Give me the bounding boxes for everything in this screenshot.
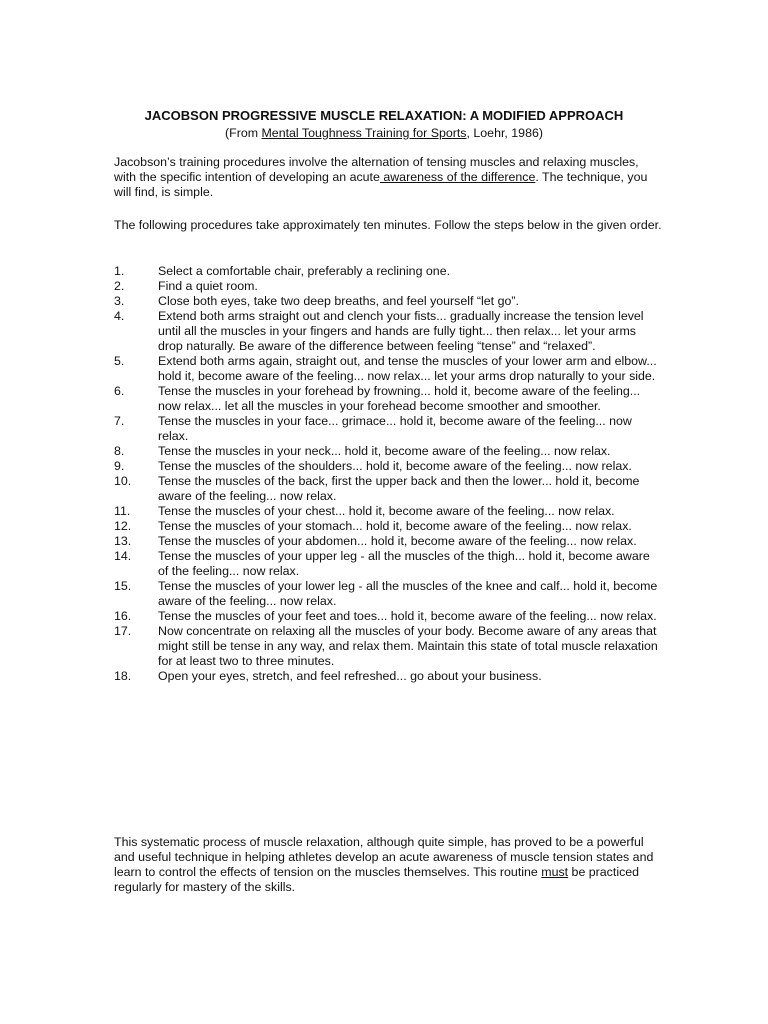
step-item — [114, 609, 662, 624]
step-number: 16. — [114, 609, 132, 623]
document-subtitle — [0, 125, 768, 141]
intro-paragraph — [114, 155, 662, 200]
procedures-intro-paragraph: The following procedures take approximately ten minutes. Follow the steps below in the given order. — [114, 218, 662, 232]
step-number: 6. — [114, 384, 125, 398]
step-text: Tense the muscles in your forehead by frowning... hold it, become aware of the feeling... now relax... let all the muscles in your forehead become smoother and smoother. — [158, 384, 641, 413]
step-item — [114, 534, 662, 549]
step-text: Close both eyes, take two deep breaths, and feel yourself “let go”. — [158, 294, 519, 308]
step-item — [114, 549, 662, 579]
step-text: Tense the muscles in your face... grimace... hold it, become aware of the feeling... now relax. — [158, 414, 632, 443]
step-text: Tense the muscles of your stomach... hold it, become aware of the feeling... now relax. — [158, 519, 632, 533]
step-item — [114, 279, 662, 294]
step-item — [114, 459, 662, 474]
conclusion-text-end: be practiced regularly for mastery of the skills. — [114, 865, 640, 894]
step-item — [114, 519, 662, 534]
step-number: 13. — [114, 534, 132, 548]
intro-emphasis: awareness of the difference — [379, 170, 536, 184]
step-number: 7. — [114, 414, 125, 428]
step-number: 17. — [114, 624, 132, 638]
step-number: 18. — [114, 669, 132, 683]
intro-text-end: . The technique, you will find, is simple. — [114, 170, 648, 199]
step-text: Extend both arms straight out and clench your fists... gradually increase the tension level until all the muscles in your fingers and hands are fully tight... then relax... let your arms drop naturally. Be aware of the difference between feeling “tense” and “relaxed”. — [158, 309, 644, 353]
steps-list — [114, 264, 662, 684]
step-text: Select a comfortable chair, preferably a reclining one. — [158, 264, 451, 278]
step-number: 15. — [114, 579, 132, 593]
intro-text: Jacobson’s training procedures involve the alternation of tensing muscles and relaxing muscles, with the specific intention of developing an acute — [114, 155, 639, 184]
step-number: 8. — [114, 444, 125, 458]
step-item — [114, 264, 662, 279]
subtitle-prefix: (From — [225, 126, 262, 140]
document-title: JACOBSON PROGRESSIVE MUSCLE RELAXATION: A MODIFIED APPROACH — [144, 108, 624, 123]
step-number: 11. — [114, 504, 131, 518]
step-text: Tense the muscles of your abdomen... hold it, become aware of the feeling... now relax. — [158, 534, 637, 548]
step-text: Tense the muscles of your feet and toes... hold it, become aware of the feeling... now relax. — [158, 609, 657, 623]
subtitle-source-title: Mental Toughness Training for Sports — [261, 126, 467, 140]
step-number: 3. — [114, 294, 125, 308]
step-number: 4. — [114, 309, 125, 323]
step-item — [114, 414, 662, 444]
step-number: 1. — [114, 264, 125, 278]
step-text: Extend both arms again, straight out, and tense the muscles of your lower arm and elbow... hold it, become aware of the feeling... now relax... let your arms drop naturally to your side. — [158, 354, 657, 383]
step-item — [114, 624, 662, 669]
conclusion-text: This systematic process of muscle relaxation, although quite simple, has proved to be a powerful and useful technique in helping athletes develop an acute awareness of muscle tension states and learn to control the effects of tension on the muscles themselves. This routine — [114, 835, 654, 879]
step-text: Find a quiet room. — [158, 279, 258, 293]
step-number: 12. — [114, 519, 132, 533]
step-item — [114, 309, 662, 354]
step-text: Tense the muscles of your chest... hold it, become aware of the feeling... now relax. — [158, 504, 615, 518]
step-item — [114, 294, 662, 309]
step-text: Tense the muscles of the back, first the upper back and then the lower... hold it, become aware of the feeling... now relax. — [158, 474, 640, 503]
step-text: Tense the muscles of your lower leg - all the muscles of the knee and calf... hold it, become aware of the feeling... now relax. — [158, 579, 658, 608]
step-number: 5. — [114, 354, 125, 368]
step-item — [114, 504, 662, 519]
step-item — [114, 384, 662, 414]
step-text: Open your eyes, stretch, and feel refreshed... go about your business. — [158, 669, 542, 683]
step-item — [114, 474, 662, 504]
step-text: Tense the muscles in your neck... hold it, become aware of the feeling... now relax. — [158, 444, 611, 458]
step-text: Tense the muscles of the shoulders... hold it, become aware of the feeling... now relax. — [158, 459, 632, 473]
step-text: Tense the muscles of your upper leg - all the muscles of the thigh... hold it, become aware of the feeling... now relax. — [158, 549, 650, 578]
conclusion-emphasis: must — [541, 865, 569, 879]
step-text: Now concentrate on relaxing all the muscles of your body. Become aware of any areas that might still be tense in any way, and relax them. Maintain this state of total muscle relaxation for at least two to three minutes. — [158, 624, 658, 668]
step-item — [114, 669, 662, 684]
step-number: 10. — [114, 474, 132, 488]
step-item — [114, 444, 662, 459]
step-item — [114, 354, 662, 384]
subtitle-suffix: , Loehr, 1986) — [466, 126, 543, 140]
step-number: 9. — [114, 459, 125, 473]
step-number: 14. — [114, 549, 132, 563]
conclusion-paragraph — [114, 835, 662, 895]
step-number: 2. — [114, 279, 125, 293]
step-item — [114, 579, 662, 609]
